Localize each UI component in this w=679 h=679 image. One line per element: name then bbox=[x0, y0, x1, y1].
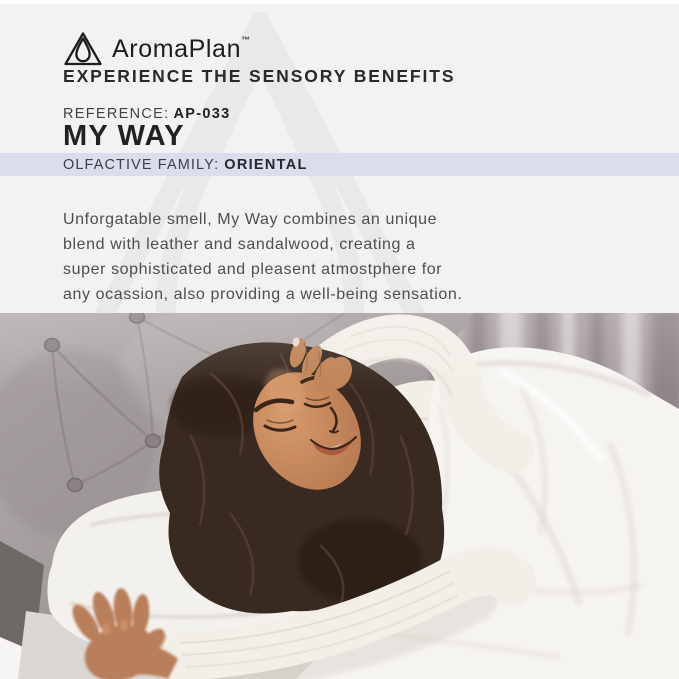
family-label: OLFACTIVE FAMILY: bbox=[63, 156, 220, 173]
brand-logo bbox=[63, 31, 250, 67]
reference-label: REFERENCE: bbox=[63, 106, 170, 122]
photo-light-overlay bbox=[0, 313, 679, 393]
info-panel bbox=[0, 4, 679, 313]
brand-name bbox=[112, 35, 250, 64]
family-value: ORIENTAL bbox=[224, 156, 308, 173]
logo-icon bbox=[63, 31, 103, 67]
lifestyle-photo bbox=[0, 313, 679, 679]
olfactive-family-bar bbox=[0, 153, 679, 176]
description-line: any ocassion, also providing a well-being sensation. bbox=[63, 286, 463, 303]
brand-tagline: EXPERIENCE THE SENSORY BENEFITS bbox=[63, 66, 456, 86]
product-description bbox=[63, 207, 462, 307]
trademark-symbol: ™ bbox=[241, 34, 251, 45]
description-line: Unforgatable smell, My Way combines an unique bbox=[63, 211, 438, 228]
description-line: super sophisticated and pleasent atmostphere for bbox=[63, 261, 443, 278]
reference-code: AP-033 bbox=[173, 106, 231, 122]
description-line: blend with leather and sandalwood, creating a bbox=[63, 236, 416, 253]
brand-name-text: AromaPlan bbox=[112, 34, 242, 63]
product-title: MY WAY bbox=[63, 120, 185, 152]
